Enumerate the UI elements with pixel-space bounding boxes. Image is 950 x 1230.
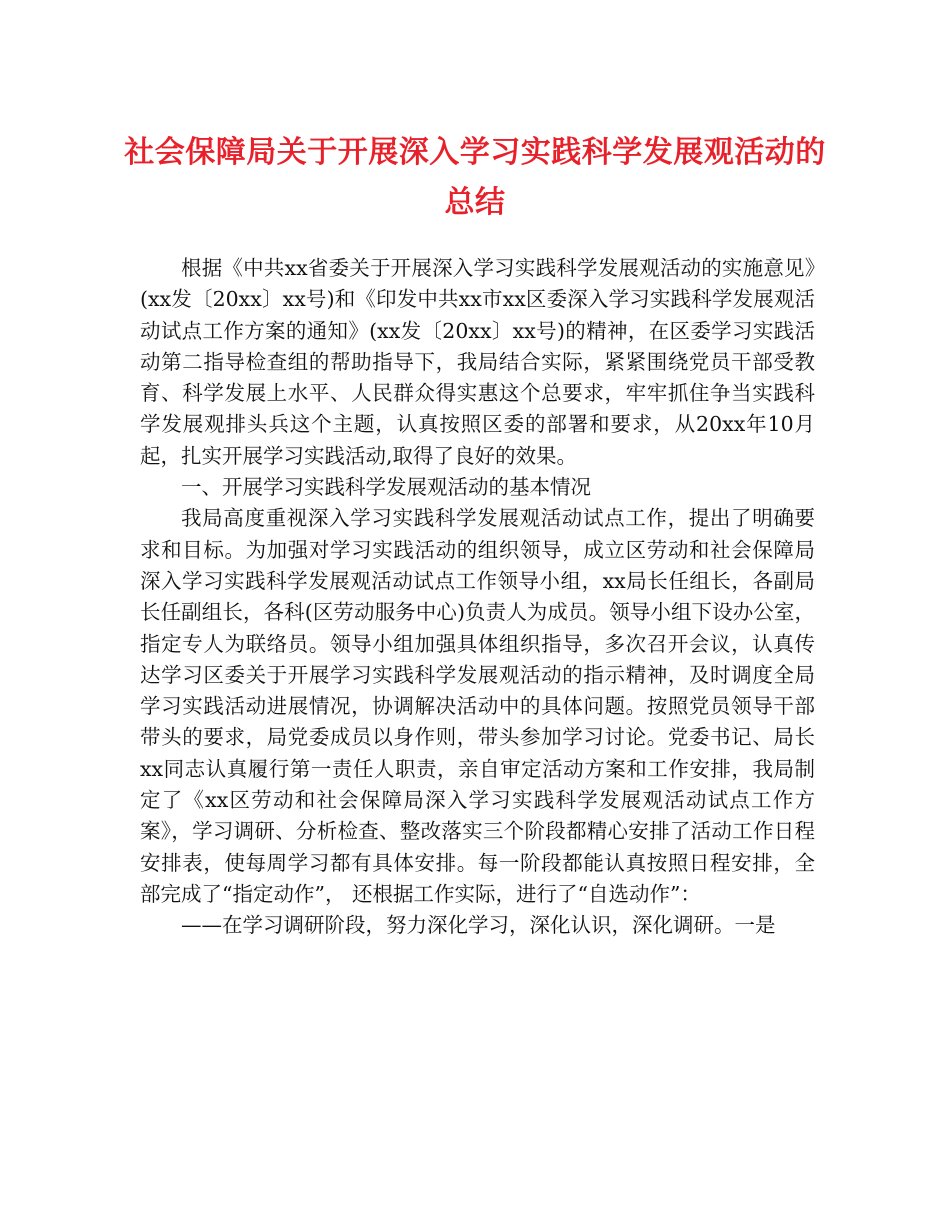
section-heading-1: 一、开展学习实践科学发展观活动的基本情况 (181, 475, 591, 500)
paragraph-intro: 根据《中共xx省委关于开展深入学习实践科学发展观活动的实施意见》(xx发〔20xx〕xx号)和《印发中共xx市xx区委深入学习实践科学发展观活动试点工作方案的通知》(xx发〔20xx〕xx号)的精神，在区委学习实践活动第二指导检查组的帮助指导下，我局结合实际，紧紧围绕党员干部受教育、科学发展上水平、人民群众得实惠这个总要求，牢牢抓住争当实践科学发展观排头兵这个主题，认真按照区委的部署和要求，从20xx年10月起，扎实开展学习实践活动,取得了良好的效果。 (140, 256, 815, 468)
paragraph-basic-situation: 我局高度重视深入学习实践科学发展观活动试点工作，提出了明确要求和目标。为加强对学习实践活动的组织领导，成立区劳动和社会保障局深入学习实践科学发展观活动试点工作领导小组，xx局长任组长，各副局长任副组长，各科(区劳动服务中心)负责人为成员。领导小组下设办公室，指定专人为联络员。领导小组加强具体组织指导，多次召开会议，认真传达学习区委关于开展学习实践科学发展观活动的指示精神，及时调度全局学习实践活动进展情况，协调解决活动中的具体问题。按照党员领导干部带头的要求，局党委成员以身作则，带头参加学习讨论。党委书记、局长xx同志认真履行第一责任人职责，亲自审定活动方案和工作安排，我局制定了《xx区劳动和社会保障局深入学习实践科学发展观活动试点工作方案》，学习调研、分析检查、整改落实三个阶段都精心安排了活动工作日程安排表，使每周学习都有具体安排。每一阶段都能认真按照日程安排，全部完成了“指定动作”， 还根据工作实际，进行了“自选动作”： (140, 506, 815, 906)
paragraph-study-phase: ——在学习调研阶段，努力深化学习，深化认识，深化调研。一是 (181, 913, 776, 938)
document-title: 社会保障局关于开展深入学习实践科学发展观活动的总结 (124, 135, 826, 220)
document-body (140, 253, 815, 942)
